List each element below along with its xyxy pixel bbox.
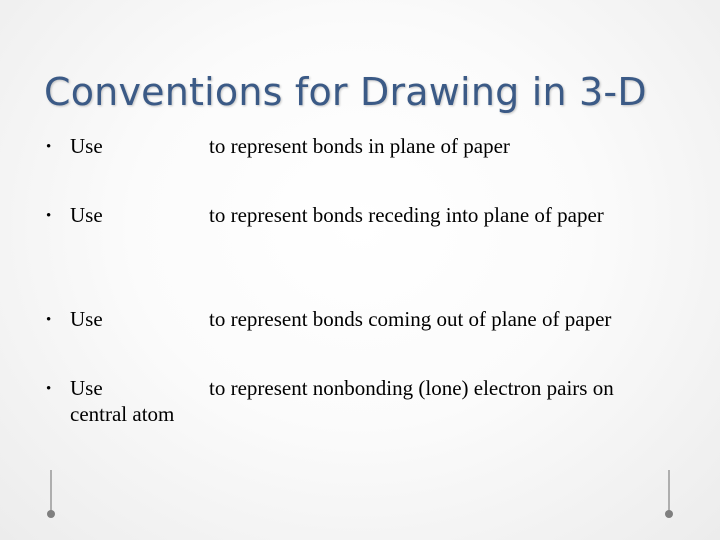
left-frame-rail: [50, 470, 52, 514]
bullet-continuation: central atom: [70, 402, 175, 426]
bullet-label: Use: [70, 307, 103, 331]
bullet-description: to represent bonds receding into plane of paper: [209, 203, 604, 227]
bullet-description: to represent nonbonding (lone) electron pairs on: [209, 376, 614, 400]
right-frame-rail: [668, 470, 670, 514]
bullet-description: to represent bonds coming out of plane of paper: [209, 307, 612, 331]
bullet-dot: •: [46, 312, 52, 328]
bullet-item: [46, 202, 103, 229]
left-frame-knob: [47, 510, 55, 518]
bullet-item: [46, 306, 103, 333]
bullet-dot: •: [46, 139, 52, 155]
bullet-dot: •: [46, 208, 52, 224]
right-frame-knob: [665, 510, 673, 518]
bullet-item: [46, 375, 103, 402]
bullet-description: to represent bonds in plane of paper: [209, 134, 510, 158]
bullet-label: Use: [70, 203, 103, 227]
bullet-label: Use: [70, 376, 103, 400]
slide-title: Conventions for Drawing in 3-D: [44, 70, 647, 114]
bullet-dot: •: [46, 381, 52, 397]
bullet-item: [46, 133, 103, 160]
bullet-label: Use: [70, 134, 103, 158]
